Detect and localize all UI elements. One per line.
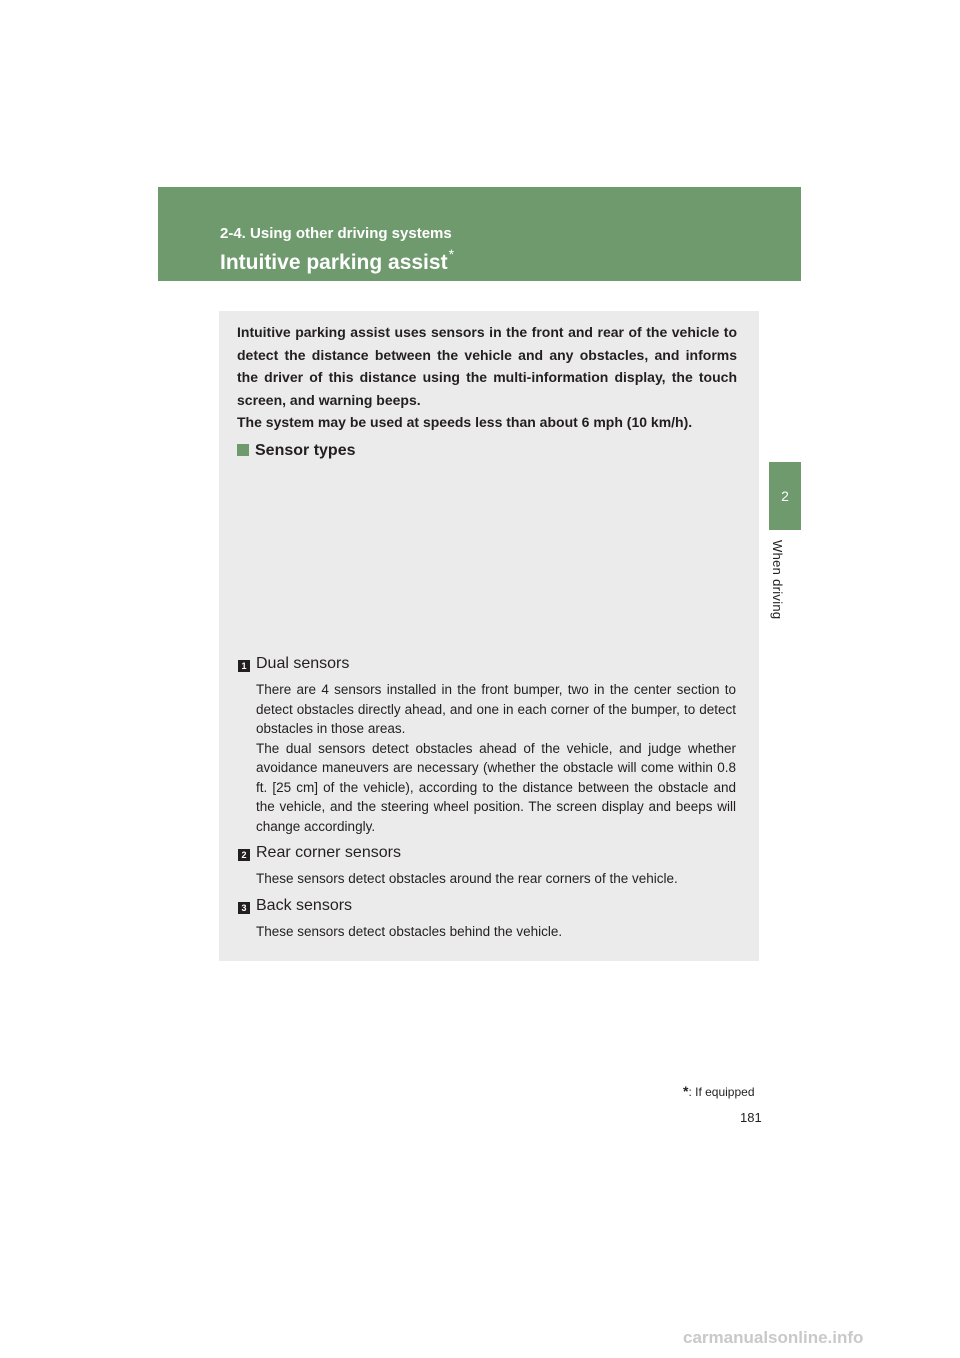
subsection-heading <box>237 442 355 460</box>
list-item-back-sensors <box>238 897 737 942</box>
number-2-icon: 2 <box>238 849 250 861</box>
intro-paragraph: Intuitive parking assist uses sensors in the front and rear of the vehicle to detect the distance between the vehicle and any obstacles, and informs the driver of this distance using the multi-information display, the touch screen, and warning beeps. <box>237 324 737 408</box>
item-title: Rear corner sensors <box>256 844 401 861</box>
header-band <box>158 187 801 281</box>
item-heading <box>238 897 737 919</box>
item-title: Back sensors <box>256 897 353 914</box>
chapter-label: When driving <box>770 540 785 620</box>
list-item-dual-sensors <box>238 655 737 836</box>
page-title <box>220 248 454 275</box>
subsection-title: Sensor types <box>255 442 356 459</box>
footnote <box>683 1083 755 1099</box>
item-heading <box>238 655 737 677</box>
item-paragraph: There are 4 sensors installed in the front bumper, two in the center section to detect obstacles directly ahead, and one in each corner of the bumper, to detect obstacles in those areas. <box>256 682 736 736</box>
item-body <box>256 680 736 836</box>
watermark: carmanualsonline.info <box>683 1328 864 1347</box>
item-paragraph: The dual sensors detect obstacles ahead of the vehicle, and judge whether avoidance maneuvers are necessary (whether the obstacle will come within 0.8 ft. [25 cm] of the vehicle), according to the distance between the obstacle and the vehicle, and the steering wheel position. The screen display and beeps will change accordingly. <box>256 740 736 834</box>
item-body <box>256 922 736 942</box>
item-paragraph: These sensors detect obstacles behind the vehicle. <box>256 924 563 939</box>
chapter-tab[interactable]: 2 <box>769 462 801 530</box>
number-3-icon: 3 <box>238 902 250 914</box>
asterisk-icon: * <box>683 1083 689 1099</box>
section-label: 2-4. Using other driving systems <box>220 225 452 242</box>
item-paragraph: These sensors detect obstacles around the rear corners of the vehicle. <box>256 871 678 886</box>
intro-paragraph: The system may be used at speeds less than about 6 mph (10 km/h). <box>237 414 693 431</box>
number-1-icon: 1 <box>238 660 250 672</box>
page-number: 181 <box>740 1110 762 1125</box>
sensor-figure-area <box>237 471 737 651</box>
content-box <box>219 311 759 961</box>
intro-text <box>237 321 737 434</box>
item-body <box>256 869 736 889</box>
footnote-text: : If equipped <box>688 1085 755 1099</box>
page-title-text: Intuitive parking assist <box>220 251 448 274</box>
if-equipped-mark: * <box>448 246 455 262</box>
list-item-rear-corner-sensors <box>238 844 737 889</box>
square-bullet-icon <box>237 444 249 456</box>
item-heading <box>238 844 737 866</box>
item-title: Dual sensors <box>256 655 350 672</box>
